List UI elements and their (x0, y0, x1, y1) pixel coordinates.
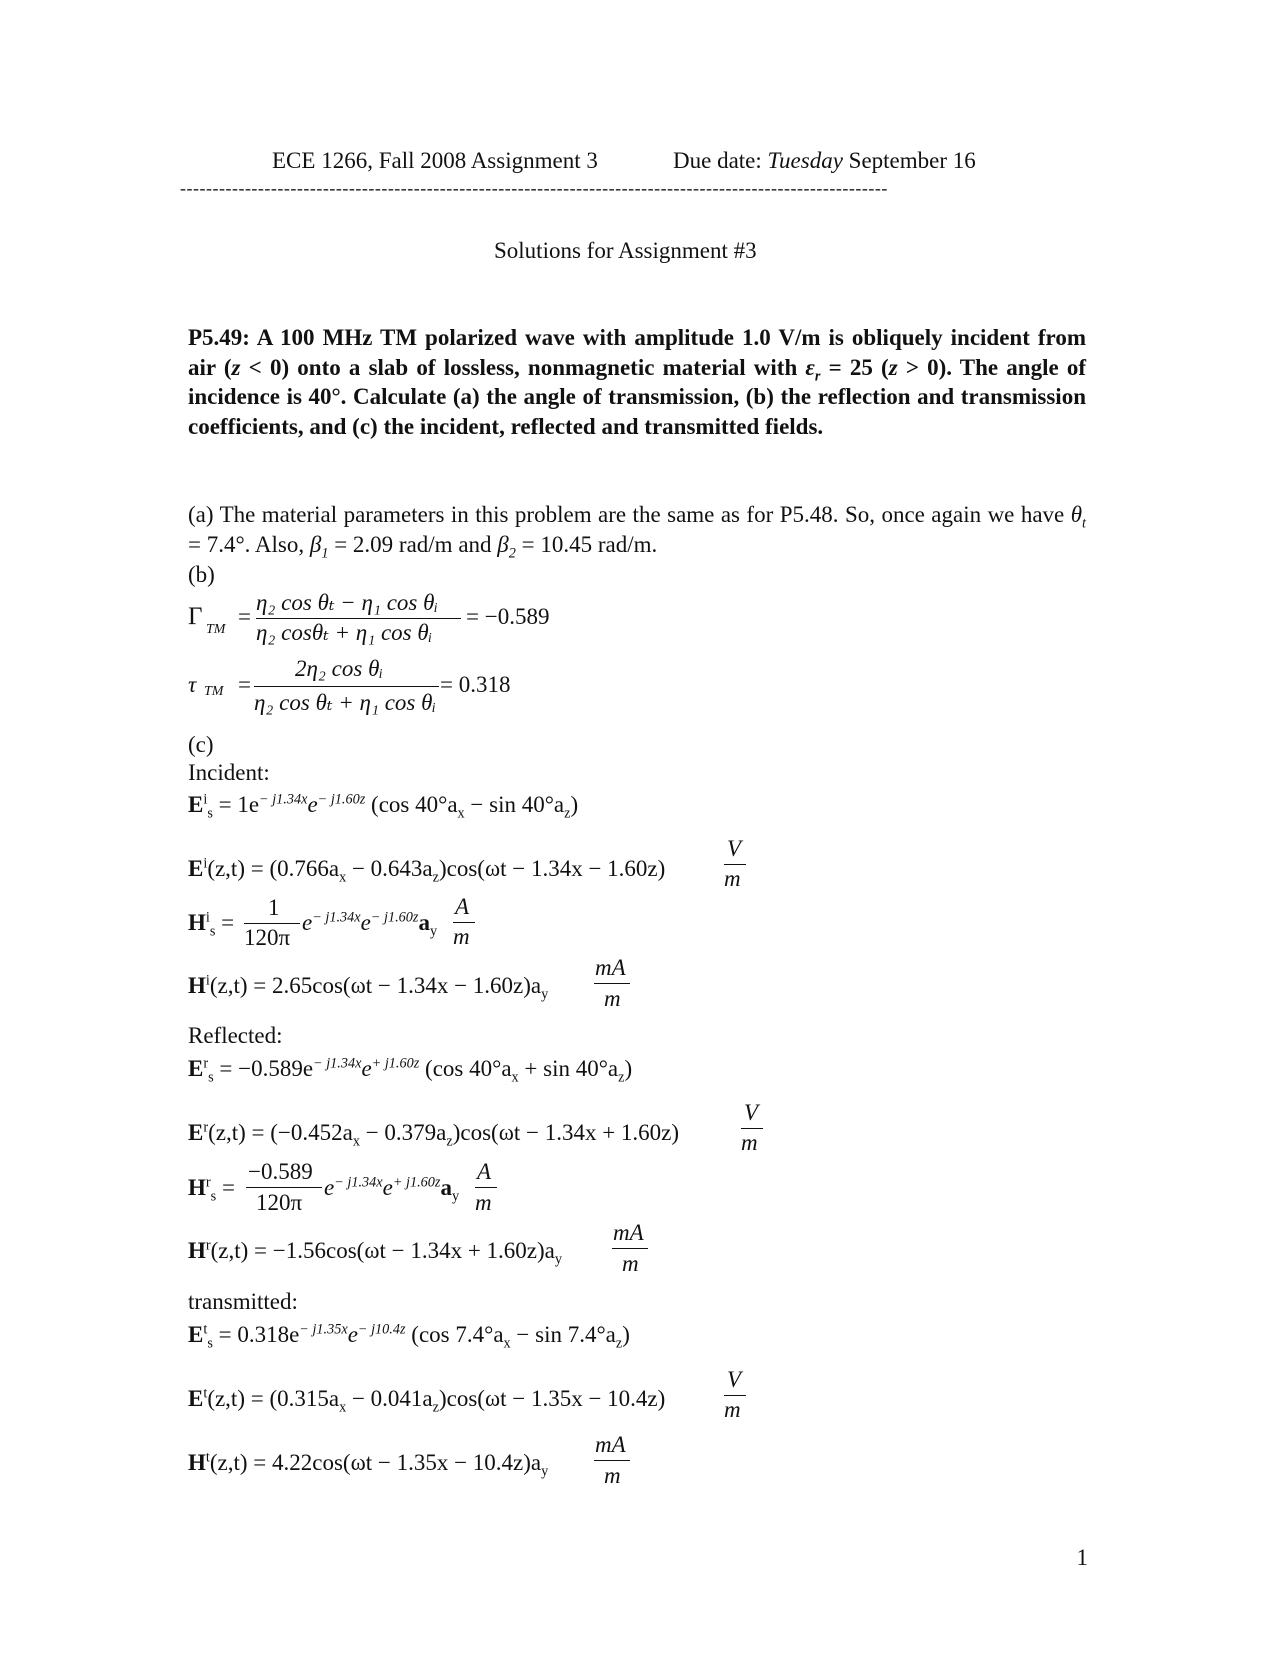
transmitted-label: transmitted: (188, 1289, 298, 1314)
incident-label: Incident: (188, 760, 270, 785)
header-rule: ------------------------------------------------------------------------------------------------------------- (180, 178, 888, 198)
problem-statement: P5.49: A 100 MHz TM polarized wave with amplitude 1.0 V/m is obliquely incident from air (z < 0) onto a slab of lossless, nonmagnetic material with $\varepsilon_r = 25$ (z > 0). The angle of incidence is 40°. Calculate (a) the angle of transmission, (b) the reflection and transmission coefficients, and (c) the incident, reflected and transmitted fields. (188, 325, 1087, 439)
header-due-date: Due date: Tuesday September 16 (673, 148, 976, 173)
reflected-e-phasor: $E^r_s = -0.589e^{- j1.34x}e^{+ j1.60z}$ (cos $40^\circ a_x + \sin 40^\circ a_z$) (188, 1055, 633, 1086)
part-b-label: (b) (188, 562, 215, 587)
transmitted-e-phasor: $E^t_s = 0.318e^{- j1.35x}e^{- j10.4z}$ (cos $7.4^\circ a_x - \sin 7.4^\circ a_z$) (188, 1321, 630, 1352)
part-a-text: (a) The material parameters in this problem are the same as for P5.48. So, once again we have $\theta_t = 7.4^\circ$. Also, $\beta_1 = 2.09$ rad/m and $\beta_2 = 10.45$ rad/m. (188, 502, 1086, 562)
reflected-label: Reflected: (188, 1023, 283, 1048)
page-number: 1 (1076, 1545, 1088, 1570)
part-c-label: (c) (188, 732, 214, 757)
header-course: ECE 1266, Fall 2008 Assignment 3 (272, 148, 598, 173)
page-title: Solutions for Assignment #3 (494, 238, 757, 263)
incident-e-phasor: $E^i_s = 1e^{- j1.34x}e^{- j1.60z}$ (cos $40^\circ a_x - \sin 40^\circ a_z$) (188, 791, 579, 822)
